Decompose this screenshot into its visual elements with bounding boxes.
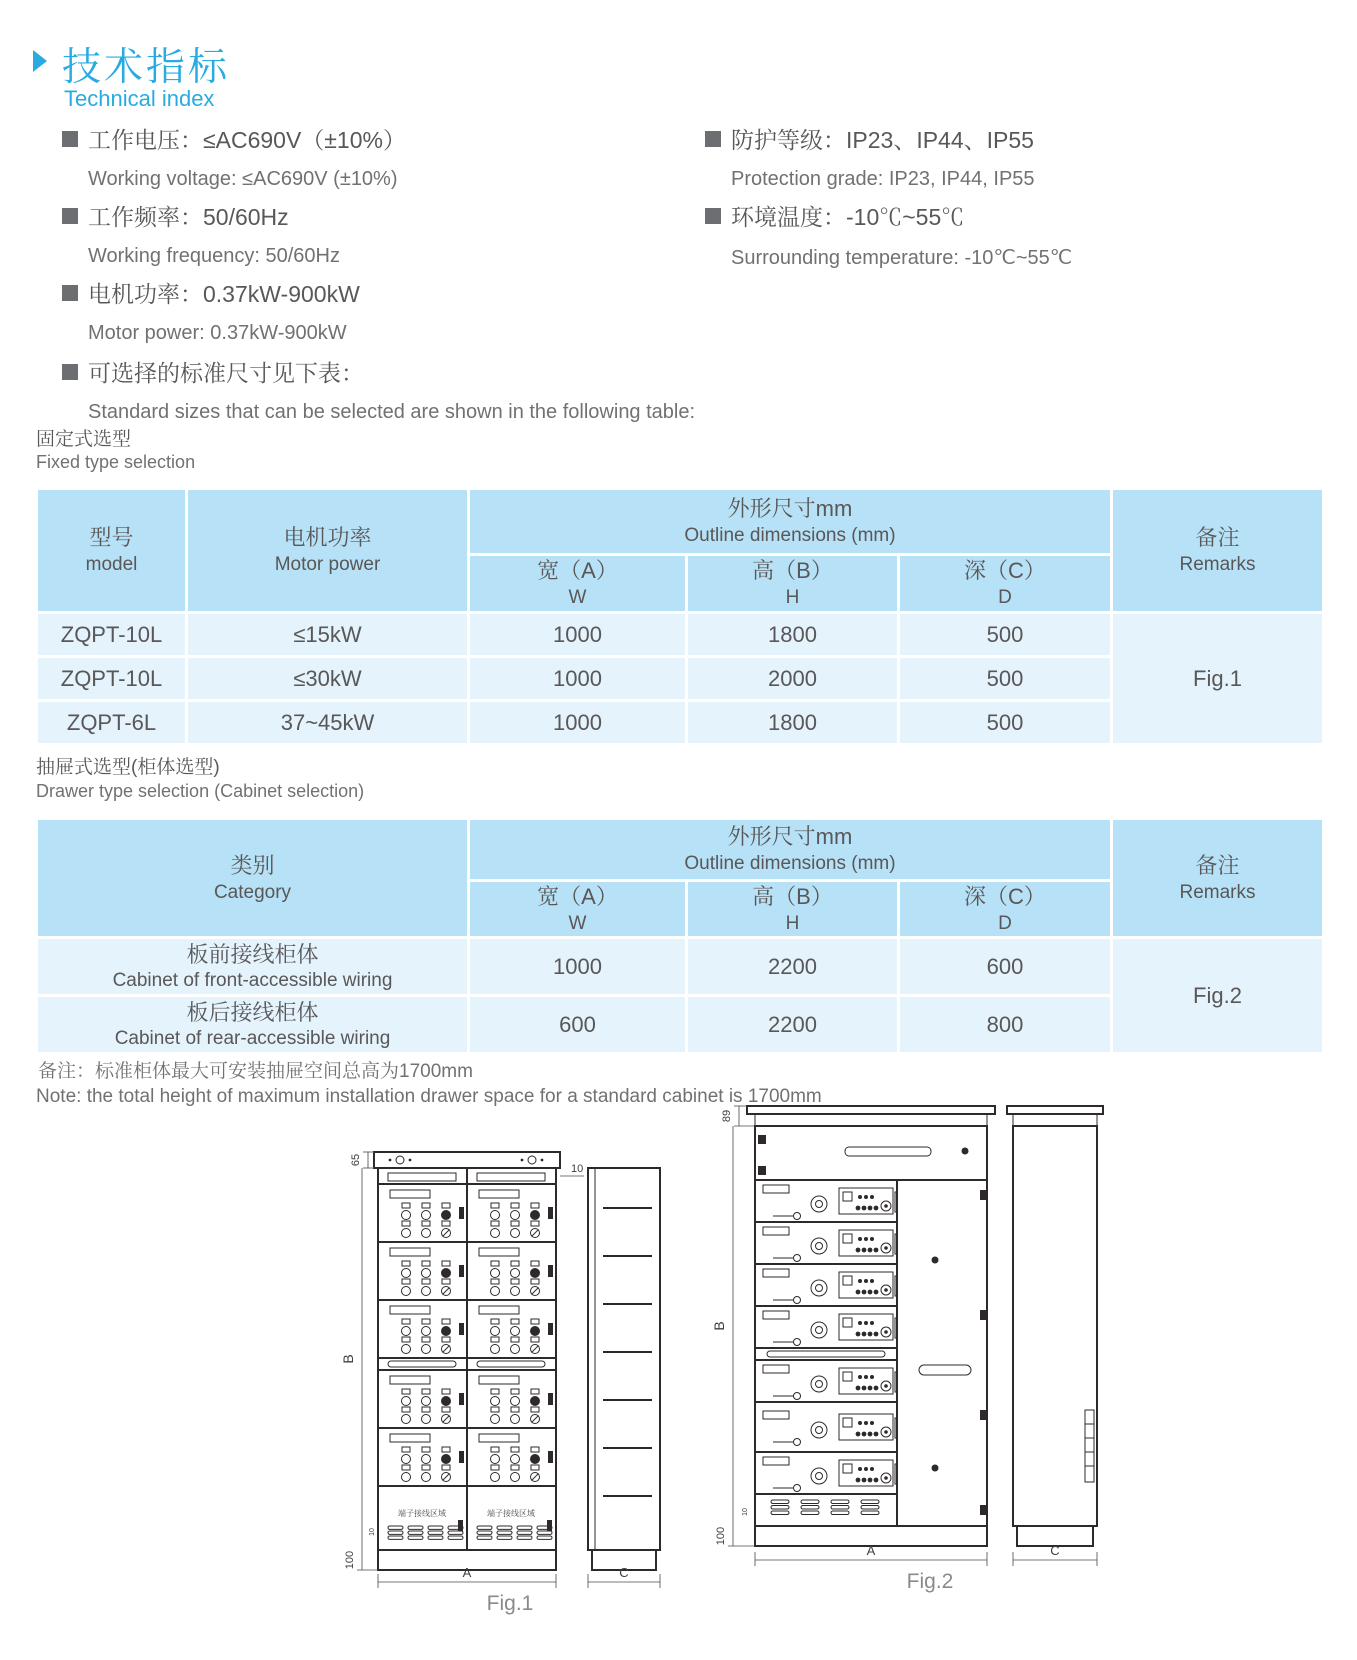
col-header-remarks-cn: 备注 [1195, 525, 1240, 551]
compartment-unit [390, 1190, 464, 1238]
terminal-area-label: 端子接线区域 [398, 1509, 446, 1518]
col-header-height-en: H [785, 912, 800, 934]
col-header-width-en: W [568, 912, 587, 934]
spec-en-text: Standard sizes that can be selected are shown in the following table: [88, 401, 696, 423]
cell-height: 2200 [687, 938, 899, 996]
vent-grille [428, 1526, 443, 1539]
cell-category-en: Cabinet of rear-accessible wiring [114, 1028, 391, 1050]
col-header-remarks-en: Remarks [1179, 554, 1256, 575]
compartment-unit [479, 1376, 553, 1424]
col-header-height [687, 555, 899, 613]
cell-category-cn: 板后接线柜体 [186, 999, 319, 1025]
spec-cn-text: 环境温度：-10℃~55℃ [731, 204, 965, 230]
drawer-unit [763, 1269, 898, 1304]
dimension-label-10-small: 10 [369, 1528, 376, 1536]
col-header-outline-cn: 外形尺寸mm [727, 496, 853, 522]
dimension-label-A: A [462, 1565, 472, 1580]
col-header-remarks [1112, 819, 1324, 938]
spec-surrounding-temperature [705, 199, 1072, 270]
cell-category [37, 938, 469, 996]
col-header-depth [899, 881, 1112, 938]
dimension-label-B: B [711, 1321, 727, 1331]
col-header-depth-cn: 深（C） [964, 558, 1046, 584]
drawer-unit [763, 1411, 898, 1446]
spec-cn-text: 工作频率：50/60Hz [88, 204, 289, 230]
spec-en-text: Working frequency: 50/60Hz [88, 245, 340, 267]
dimension-label-B: B [340, 1354, 356, 1364]
col-header-outline [469, 489, 1112, 555]
vent-grille [497, 1526, 512, 1539]
cell-power: ≤30kW [187, 657, 469, 701]
vent-grille [408, 1526, 423, 1539]
col-header-power-cn: 电机功率 [283, 525, 372, 551]
vent-grille [861, 1500, 879, 1515]
fixed-table-section-en: Fixed type selection [36, 452, 196, 472]
cell-width: 1000 [469, 613, 687, 657]
spec-en-text: Working voltage: ≤AC690V (±10%) [88, 168, 398, 190]
vent-grille [831, 1500, 849, 1515]
fig2-drawing [695, 1080, 1125, 1600]
vent-grille [771, 1500, 789, 1515]
drawer-unit [763, 1457, 898, 1492]
dimension-label-C: C [619, 1565, 629, 1580]
col-header-model [37, 489, 187, 613]
section-arrow-icon [33, 50, 47, 72]
col-header-width-cn: 宽（A） [537, 884, 618, 909]
cell-width: 1000 [469, 701, 687, 745]
dimension-label-10: 10 [571, 1163, 584, 1175]
fixed-table-section-cn: 固定式选型 [36, 429, 132, 450]
col-header-category-cn: 类别 [230, 853, 275, 878]
cell-model: ZQPT-10L [37, 657, 187, 701]
cell-depth: 500 [899, 657, 1112, 701]
fig2-dimensions [711, 1106, 1097, 1566]
page-subtitle: Technical index [64, 86, 215, 111]
square-bullet-icon [705, 208, 721, 224]
compartment-unit [479, 1248, 553, 1296]
col-header-height-cn: 高（B） [752, 884, 833, 909]
square-bullet-icon [62, 364, 78, 380]
dimension-label-100: 100 [715, 1526, 727, 1546]
fixed-table-header-row-1 [37, 489, 1324, 555]
col-header-outline-en: Outline dimensions (mm) [684, 525, 896, 546]
col-header-height [687, 881, 899, 938]
spec-cn-text: 工作电压：≤AC690V（±10%） [88, 127, 406, 153]
note-en: Note: the total height of maximum installation drawer space for a standard cabinet is 1700mm [36, 1086, 822, 1107]
compartment-unit [390, 1434, 464, 1482]
vent-grille [477, 1526, 492, 1539]
vent-grille [388, 1526, 403, 1539]
col-header-outline [469, 819, 1112, 881]
cabinet-door [919, 1190, 987, 1515]
col-header-width-en: W [568, 587, 587, 608]
cell-width: 1000 [469, 938, 687, 996]
cabinet-front-view [374, 1152, 560, 1570]
cell-height: 1800 [687, 613, 899, 657]
compartment-unit [479, 1190, 553, 1238]
col-header-width-cn: 宽（A） [537, 558, 618, 584]
col-header-power [187, 489, 469, 613]
square-bullet-icon [62, 131, 78, 147]
fig2-caption: Fig.2 [906, 1570, 954, 1593]
cell-power: 37~45kW [187, 701, 469, 745]
col-header-outline-cn: 外形尺寸mm [727, 824, 853, 850]
drawer-table-section-cn: 抽屉式选型(柜体选型) [36, 757, 220, 778]
dimension-label-10-small: 10 [742, 1508, 749, 1516]
dimension-label-A: A [866, 1543, 876, 1558]
col-header-model-cn: 型号 [89, 525, 134, 551]
cell-remarks: Fig.2 [1112, 938, 1324, 1054]
cell-width: 600 [469, 996, 687, 1054]
square-bullet-icon [705, 131, 721, 147]
compartment-unit [390, 1376, 464, 1424]
vent-grille [517, 1526, 532, 1539]
cell-category-en: Cabinet of front-accessible wiring [112, 970, 393, 992]
col-header-depth [899, 555, 1112, 613]
cell-depth: 600 [899, 938, 1112, 996]
drawer-cabinet-side-view [1007, 1106, 1103, 1546]
compartment-unit [390, 1306, 464, 1354]
col-header-power-en: Motor power [274, 554, 381, 575]
cell-depth: 500 [899, 701, 1112, 745]
cell-category-cn: 板前接线柜体 [186, 941, 319, 967]
col-header-category [37, 819, 469, 938]
fig1-drawing [330, 1118, 710, 1618]
col-header-remarks [1112, 489, 1324, 613]
cabinet-side-view [588, 1168, 660, 1570]
spec-en-text: Surrounding temperature: -10℃~55℃ [731, 247, 1073, 269]
page-title: 技术指标 [62, 46, 231, 89]
col-header-height-cn: 高（B） [752, 558, 833, 584]
spec-cn-text: 可选择的标准尺寸见下表： [88, 360, 364, 386]
note-cn: 备注：标准柜体最大可安装抽屉空间总高为1700mm [38, 1061, 473, 1082]
table-row [37, 938, 1324, 996]
drawer-unit [763, 1311, 898, 1346]
cell-depth: 800 [899, 996, 1112, 1054]
cell-height: 1800 [687, 701, 899, 745]
dimension-label-89: 89 [721, 1109, 733, 1123]
drawer-cabinet-front-view [747, 1106, 995, 1546]
compartment-unit [479, 1434, 553, 1482]
spec-working-frequency [62, 199, 340, 268]
col-header-height-en: H [785, 587, 800, 608]
drawer-type-table [35, 817, 1325, 1055]
cell-height: 2000 [687, 657, 899, 701]
spec-en-text: Motor power: 0.37kW-900kW [88, 322, 347, 344]
vent-grille [801, 1500, 819, 1515]
col-header-remarks-cn: 备注 [1195, 853, 1240, 878]
fixed-type-table [35, 487, 1325, 746]
spec-cn-text: 防护等级：IP23、IP44、IP55 [731, 127, 1034, 153]
col-header-remarks-en: Remarks [1179, 881, 1256, 903]
col-header-model-en: model [85, 554, 138, 575]
dimension-label-65: 65 [350, 1153, 362, 1167]
col-header-category-en: Category [213, 881, 292, 903]
col-header-width [469, 555, 687, 613]
col-header-depth-en: D [998, 587, 1012, 608]
spec-cn-text: 电机功率：0.37kW-900kW [88, 281, 360, 307]
dimension-label-100: 100 [344, 1550, 356, 1570]
cell-model: ZQPT-6L [37, 701, 187, 745]
square-bullet-icon [62, 285, 78, 301]
table-row [37, 613, 1324, 657]
col-header-outline-en: Outline dimensions (mm) [684, 853, 896, 874]
square-bullet-icon [62, 208, 78, 224]
fig1-caption: Fig.1 [486, 1592, 534, 1615]
cell-category [37, 996, 469, 1054]
cell-depth: 500 [899, 613, 1112, 657]
spec-en-text: Protection grade: IP23, IP44, IP55 [731, 168, 1035, 190]
spec-standard-sizes [62, 355, 695, 424]
compartment-unit [390, 1248, 464, 1296]
col-header-width [469, 881, 687, 938]
spec-protection-grade [705, 122, 1035, 191]
drawer-table-section-en: Drawer type selection (Cabinet selection) [36, 781, 365, 801]
terminal-area-label: 端子接线区域 [487, 1509, 535, 1518]
drawer-table-header-row-1 [37, 819, 1324, 881]
drawer-unit [763, 1185, 898, 1220]
cell-model: ZQPT-10L [37, 613, 187, 657]
spec-working-voltage [62, 122, 406, 191]
spec-motor-power [62, 276, 360, 345]
dimension-label-C: C [1050, 1543, 1060, 1558]
compartment-unit [479, 1306, 553, 1354]
cell-height: 2200 [687, 996, 899, 1054]
cell-power: ≤15kW [187, 613, 469, 657]
col-header-depth-cn: 深（C） [964, 884, 1046, 909]
drawer-unit [763, 1227, 898, 1262]
drawer-unit [763, 1365, 898, 1400]
col-header-depth-en: D [998, 912, 1012, 934]
cell-width: 1000 [469, 657, 687, 701]
cell-remarks: Fig.1 [1112, 613, 1324, 745]
